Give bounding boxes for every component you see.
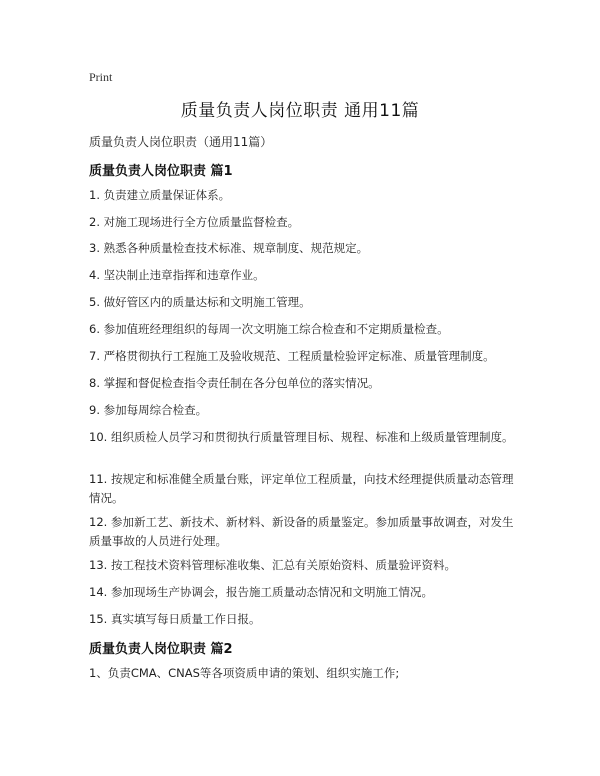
section-heading-1: 质量负责人岗位职责 篇1 [89, 164, 233, 179]
page-title: 质量负责人岗位职责 通用11篇 [180, 101, 420, 121]
list-item: 4. 坚决制止违章指挥和违章作业。 [89, 268, 265, 282]
list-item: 8. 掌握和督促检查指令责任制在各分包单位的落实情况。 [89, 376, 380, 390]
list-item: 2. 对施工现场进行全方位质量监督检查。 [89, 215, 300, 229]
list-item: 15. 真实填写每日质量工作日报。 [89, 612, 261, 626]
list-item: 1. 负责建立质量保证体系。 [89, 188, 231, 202]
list-item: 10. 组织质检人员学习和贯彻执行质量管理目标、规程、标准和上级质量管理制度。 [89, 430, 514, 444]
section-heading-2: 质量负责人岗位职责 篇2 [89, 642, 233, 657]
list-item: 14. 参加现场生产协调会，报告施工质量动态情况和文明施工情况。 [89, 585, 433, 599]
list-item: 13. 按工程技术资料管理标准收集、汇总有关原始资料、质量验评资料。 [89, 558, 456, 572]
page-subtitle: 质量负责人岗位职责（通用11篇） [89, 135, 273, 149]
print-label[interactable]: Print [89, 70, 113, 84]
list-item: 7. 严格贯彻执行工程施工及验收规范、工程质量检验评定标准、质量管理制度。 [89, 349, 495, 363]
list-item: 11. 按规定和标准健全质量台账，评定单位工程质量，向技术经理提供质量动态管理情况。 [89, 472, 514, 505]
list-item: 12. 参加新工艺、新技术、新材料、新设备的质量鉴定。参加质量事故调查，对发生质量事故的人员进行处理。 [89, 515, 514, 548]
list-item: 9. 参加每周综合检查。 [89, 403, 208, 417]
list-item: 3. 熟悉各种质量检查技术标准、规章制度、规范规定。 [89, 241, 369, 255]
list-item: 5. 做好管区内的质量达标和文明施工管理。 [89, 295, 311, 309]
list-item: 6. 参加值班经理组织的每周一次文明施工综合检查和不定期质量检查。 [89, 322, 449, 336]
list-item: 1、负责CMA、CNAS等各项资质申请的策划、组织实施工作; [89, 666, 400, 680]
